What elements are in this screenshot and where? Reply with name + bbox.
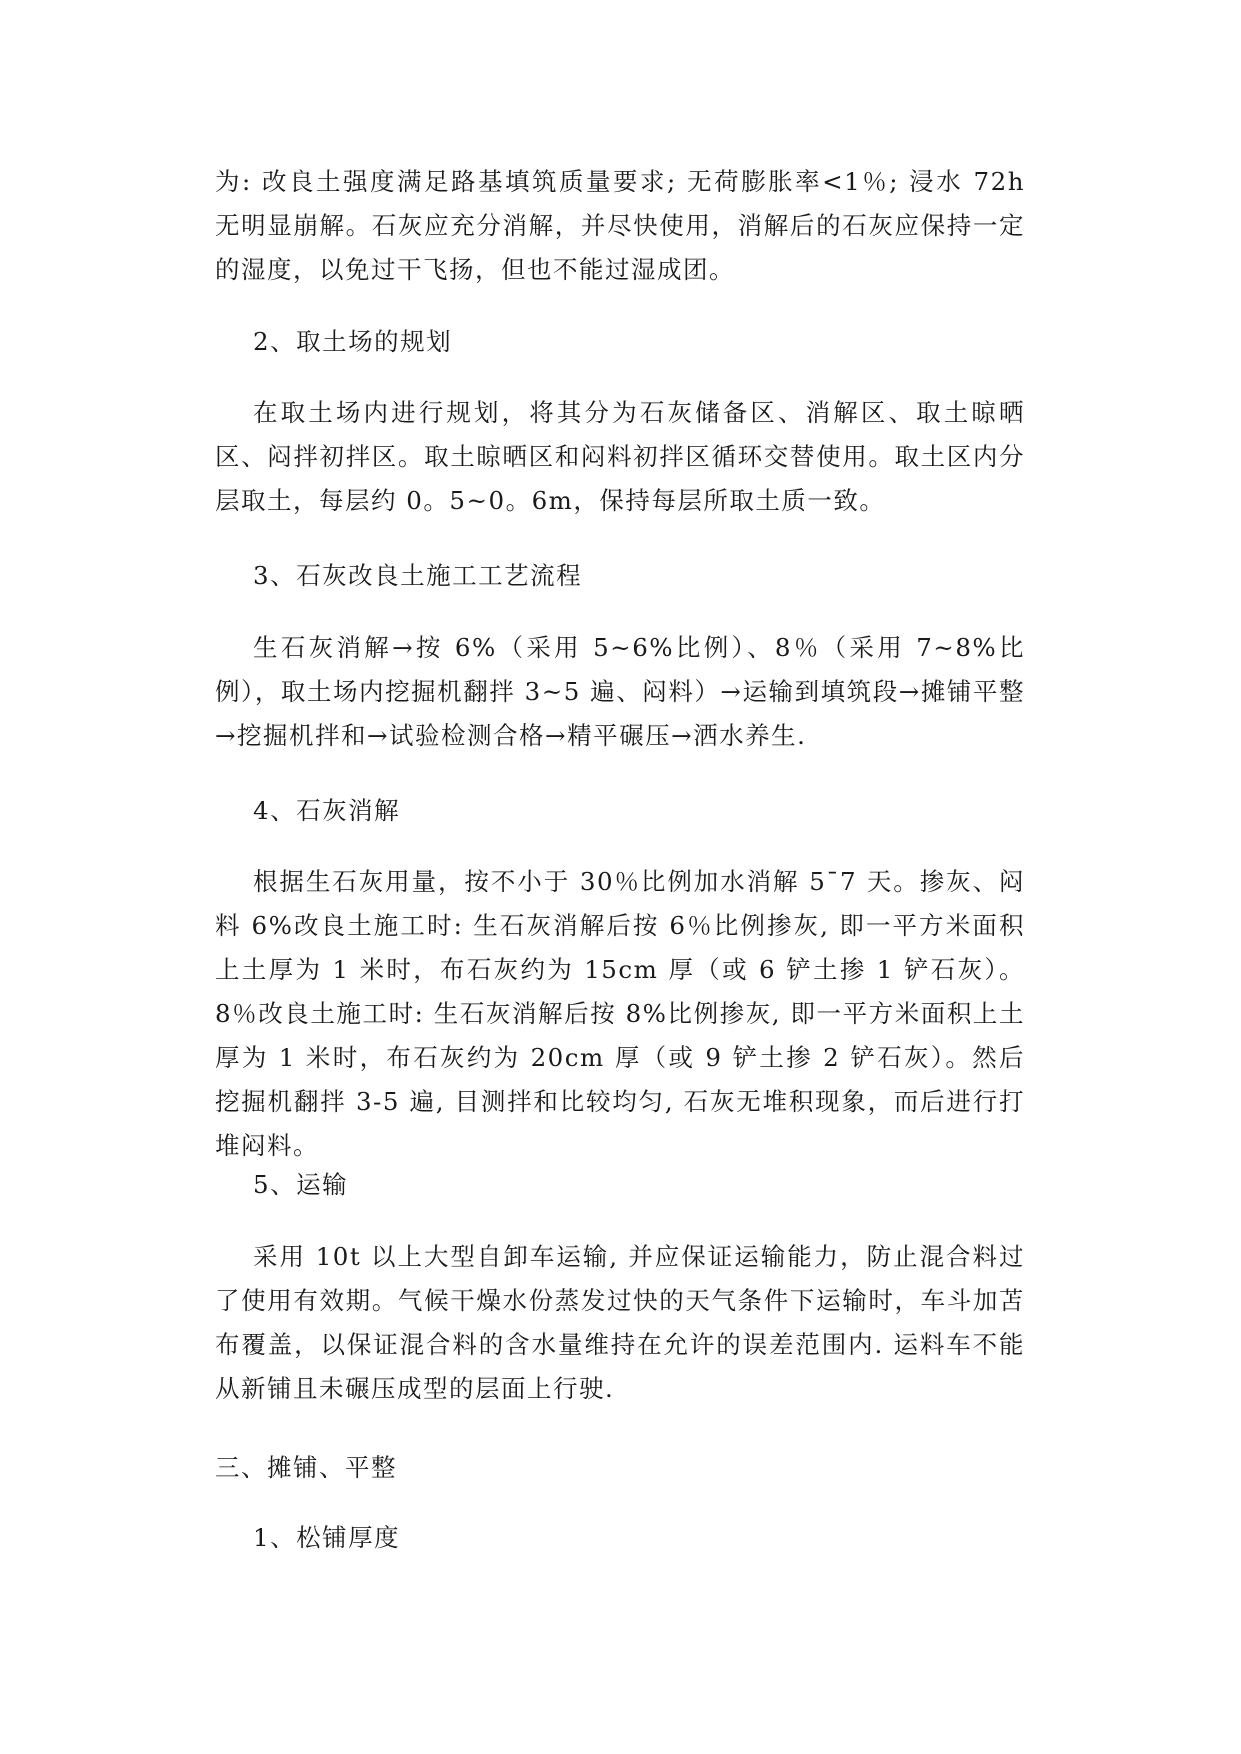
paragraph-borrow-pit-planning: 在取土场内进行规划，将其分为石灰储备区、消解区、取土晾晒区、闷拌初拌区。取土晾晒区和闷料初拌区循环交替使用。取土区内分层取土，每层约 0。5~0。6m，保持每层所取土质一致。 [215, 398, 1025, 515]
heading-lime-slaking: 4、石灰消解 [253, 796, 401, 825]
heading-loose-thickness: 1、松铺厚度 [253, 1523, 401, 1552]
heading-borrow-pit-planning: 2、取土场的规划 [253, 327, 453, 356]
heading-transport: 5、运输 [253, 1170, 349, 1199]
heading-process-flow: 3、石灰改良土施工工艺流程 [253, 561, 583, 590]
paragraph-lime-requirements: 为: 改良土强度满足路基填筑质量要求; 无荷膨胀率<1％; 浸水 72h 无明显崩解。石灰应充分消解，并尽快使用，消解后的石灰应保持一定的湿度，以免过干飞扬，但也不能过湿成团。 [215, 167, 1025, 284]
paragraph-process-flow: 生石灰消解→按 6%（采用 5~6%比例）、8％（采用 7~8%比例），取土场内挖掘机翻拌 3~5 遍、闷料）→运输到填筑段→摊铺平整→挖掘机拌和→试验检测合格→精平碾压→洒水养生. [215, 633, 1025, 750]
paragraph-transport: 采用 10t 以上大型自卸车运输, 并应保证运输能力，防止混合料过了使用有效期。气候干燥水份蒸发过快的天气条件下运输时，车斗加苫布覆盖，以保证混合料的含水量维持在允许的误差范围内. 运料车不能从新铺且未碾压成型的层面上行驶. [215, 1242, 1025, 1403]
paragraph-lime-slaking: 根据生石灰用量，按不小于 30％比例加水消解 5¯7 天。掺灰、闷料 6%改良土施工时: 生石灰消解后按 6％比例掺灰, 即一平方米面积上土厚为 1 米时，布石灰约为 15cm 厚（或 6 铲土掺 1 铲石灰）。8％改良土施工时: 生石灰消解后按 8%比例掺灰, 即一平方米面积上土厚为 1 米时，布石灰约为 20cm 厚（或 9 铲土掺 2 铲石灰）。然后挖掘机翻拌 3-5 遍, 目测拌和比较均匀, 石灰无堆积现象，而后进行打堆闷料。 [215, 867, 1025, 1160]
section-heading-spreading: 三、摊铺、平整 [215, 1453, 397, 1482]
